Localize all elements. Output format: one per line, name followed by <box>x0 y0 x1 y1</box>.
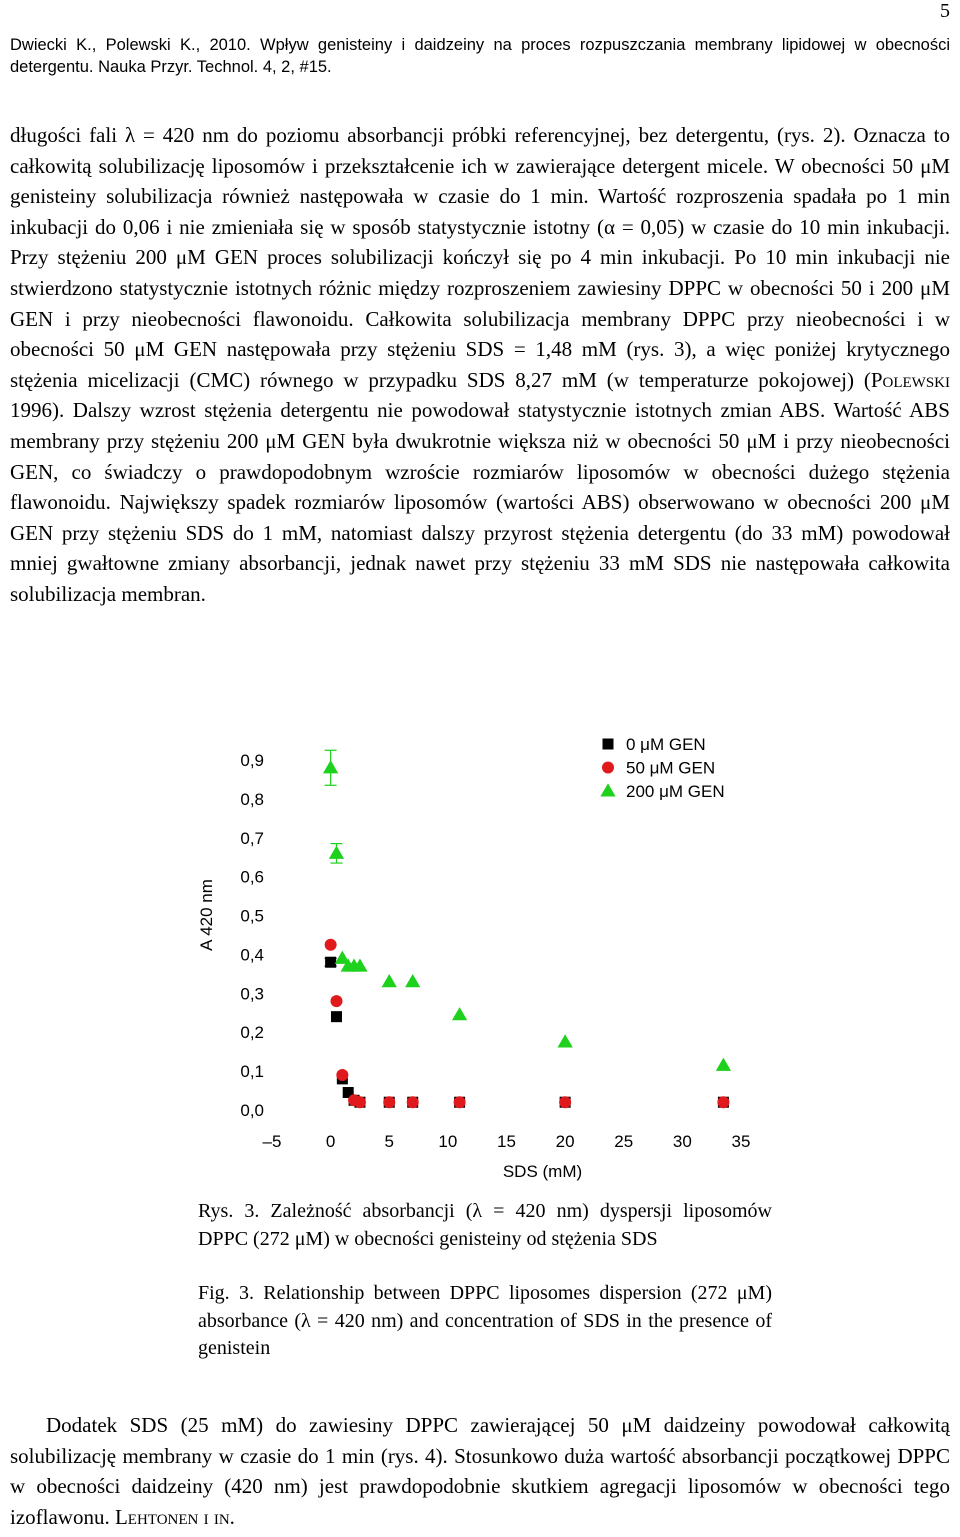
legend-marker <box>603 739 614 750</box>
x-tick-label: 25 <box>614 1132 634 1151</box>
data-point <box>407 1096 419 1108</box>
y-tick-label: 0,0 <box>240 1101 264 1120</box>
data-point <box>354 1096 366 1108</box>
data-point <box>716 1058 731 1071</box>
legend-label: 200 μM GEN <box>626 782 725 801</box>
x-tick-label: 5 <box>384 1132 394 1151</box>
y-tick-label: 0,6 <box>240 867 264 887</box>
x-tick-label: 0 <box>325 1132 336 1151</box>
x-tick-label: 30 <box>672 1132 692 1151</box>
x-tick-label: 10 <box>438 1132 458 1151</box>
paragraph-1-text: długości fali λ = 420 nm do poziomu absorbancji próbki referencyjnej, bez detergentu, (rys. 2). Oznacza to całkowitą solubilizację liposomów i przekształcenie ich w zawierające detergent micele. W obecności 50 μM genisteiny solubilizacja również następowała w czasie do 1 min. Wartość rozproszenia spadała po 1 min inkubacji do 0,06 i nie zmieniała się w sposób statystycznie istotny (α = 0,05) w czasie do 10 min inkubacji. Przy stężeniu 200 μM GEN proces solubilizacji kończył się po 4 min inkubacji. Po 10 min inkubacji nie stwierdzono statystycznie istotnych różnic między rozproszeniem zawiesiny DPPC w obecności 50 i 200 μM GEN i przy nieobecności flawonoidu. Całkowita solubilizacja membrany DPPC przy nieobecności i w obecności 50 μM GEN następowała przy stężeniu SDS = 1,48 mM (rys. 3), a więc poniżej krytycznego stężenia micelizacji (CMC) równego w przypadku SDS 8,27 mM (w temperaturze pokojowej) <box>10 123 950 392</box>
legend-label: 0 μM GEN <box>626 735 706 754</box>
y-tick-label: 0,1 <box>240 1062 264 1082</box>
y-tick-label: 0,5 <box>240 906 264 926</box>
x-tick-label: –5 <box>262 1132 282 1151</box>
series-square <box>325 957 729 1108</box>
data-point <box>330 995 342 1007</box>
data-point <box>559 1096 571 1108</box>
citation-author-polewski: Polewski <box>870 367 950 392</box>
figure-3 <box>0 720 960 1200</box>
x-axis-label: SDS (mM) <box>502 1162 583 1181</box>
data-point <box>323 760 338 773</box>
y-tick-label: 0,8 <box>240 789 264 809</box>
data-point <box>336 1069 348 1081</box>
data-point <box>452 1007 467 1020</box>
paragraph-2-text: Dodatek SDS (25 mM) do zawiesiny DPPC zawierającej 50 μM daidzeiny powodował całkowitą solubilizację membrany w czasie do 1 min (rys. 4). Stosunkowo duża wartość absorbancji początkowej DPPC w obecności daidzeiny (420 nm) jest prawdopodobnie skutkiem agregacji liposomów w obecności tego izoflawonu. <box>10 1413 950 1529</box>
page-number: 5 <box>940 0 950 22</box>
series-circle <box>325 939 730 1108</box>
y-tick-label: 0,3 <box>240 984 264 1004</box>
data-point <box>454 1096 466 1108</box>
data-point <box>405 974 420 987</box>
scatter-chart <box>0 720 960 1200</box>
data-point <box>383 1096 395 1108</box>
data-point <box>329 846 344 859</box>
figure-caption-english: Fig. 3. Relationship between DPPC liposomes dispersion (272 μM) absorbance (λ = 420 nm) and concentration of SDS in the presence of genistein <box>198 1282 772 1359</box>
y-tick-label: 0,9 <box>240 751 264 770</box>
x-tick-label: 20 <box>555 1132 575 1151</box>
x-tick-label: 15 <box>497 1132 516 1151</box>
y-tick-label: 0,7 <box>240 828 264 848</box>
paragraph-1-continuation: 1996). Dalszy wzrost stężenia detergentu nie powodował statystycznie istotnych zmian ABS. Wartość ABS membrany przy stężeniu 200 μM GEN była dwukrotnie większa niż w obecności 50 μM i przy nieobecności GEN, co świadczy o prawdopodobnym wzroście rozmiarów liposomów w obecności dużego stężenia flawonoidu. Największy spadek rozmiarów liposomów (wartości ABS) obserwowano w obecności 200 μM GEN przy stężeniu SDS do 1 mM, natomiast dalszy przyrost stężenia detergentu (do 33 mM) powodował mniej gwałtowne zmiany absorbancji, jednak nawet przy stężeniu 33 mM SDS nie następowała całkowita solubilizacja membran. <box>10 398 950 606</box>
legend-label: 50 μM GEN <box>626 758 716 778</box>
figure-caption-polish: Rys. 3. Zależność absorbancji (λ = 420 nm) dyspersji liposomów DPPC (272 μM) w obecności genisteiny od stężenia SDS <box>198 1200 772 1250</box>
y-axis-label: A 420 nm <box>197 879 216 951</box>
data-point <box>325 939 337 951</box>
data-point <box>331 1011 342 1022</box>
y-tick-label: 0,2 <box>240 1023 264 1043</box>
body-paragraph-2 <box>10 1410 950 1532</box>
data-point <box>717 1096 729 1108</box>
y-tick-label: 0,4 <box>240 945 264 965</box>
data-point <box>557 1034 572 1047</box>
data-point <box>325 957 336 968</box>
running-header-citation: Dwiecki K., Polewski K., 2010. Wpływ genisteiny i daidzeiny na proces rozpuszczania membrany lipidowej w obecności detergentu. Nauka Przyr. Technol. 4, 2, #15. <box>10 36 950 76</box>
citation-author-lehtonen: Lehtonen i in. <box>114 1504 235 1529</box>
x-tick-label: 35 <box>731 1132 751 1151</box>
data-point <box>382 974 397 987</box>
legend-marker <box>602 762 614 774</box>
body-paragraph-1: długości fali λ = 420 nm do poziomu absorbancji próbki referencyjnej, bez detergentu, (rys. 2). Oznacza to całkowitą solubilizację liposomów i przekształcenie ich w zawierające detergent micele. W obecności 50 μM genisteiny solubilizacja również następowała w czasie do 1 min. Wartość rozproszenia spadała po 1 min inkubacji do 0,06 i nie zmieniała się w sposób statystycznie istotny (α = 0,05) w czasie do 10 min inkubacji. Przy stężeniu 200 μM GEN proces solubilizacji kończył się po 4 min inkubacji. Po 10 min inkubacji nie stwierdzono statystycznie istotnych różnic między rozproszeniem zawiesiny DPPC w obecności 50 i 200 μM GEN i przy nieobecności flawonoidu. Całkowita solubilizacja membrany DPPC przy nieobecności i w obecności 50 μM GEN następowała przy stężeniu SDS = 1,48 mM (rys. 3), a więc poniżej krytycznego stężenia micelizacji (CMC) równego w przypadku SDS 8,27 mM (w temperaturze pokojowej) (Polewski 1996). Dalszy wzrost stężenia detergentu nie powodował statystycznie istotnych zmian ABS. Wartość ABS membrany przy stężeniu 200 μM GEN była dwukrotnie większa niż w obecności 50 μM i przy nieobecności GEN, co świadczy o prawdopodobnym wzroście rozmiarów liposomów w obecności dużego stężenia flawonoidu. Największy spadek rozmiarów liposomów (wartości ABS) obserwowano w obecności 200 μM GEN przy stężeniu SDS do 1 mM, natomiast dalszy przyrost stężenia detergentu (do 33 mM) powodował mniej gwałtowne zmiany absorbancji, jednak nawet przy stężeniu 33 mM SDS nie następowała całkowita solubilizacja membran. <box>10 123 950 606</box>
legend-marker <box>600 783 615 796</box>
